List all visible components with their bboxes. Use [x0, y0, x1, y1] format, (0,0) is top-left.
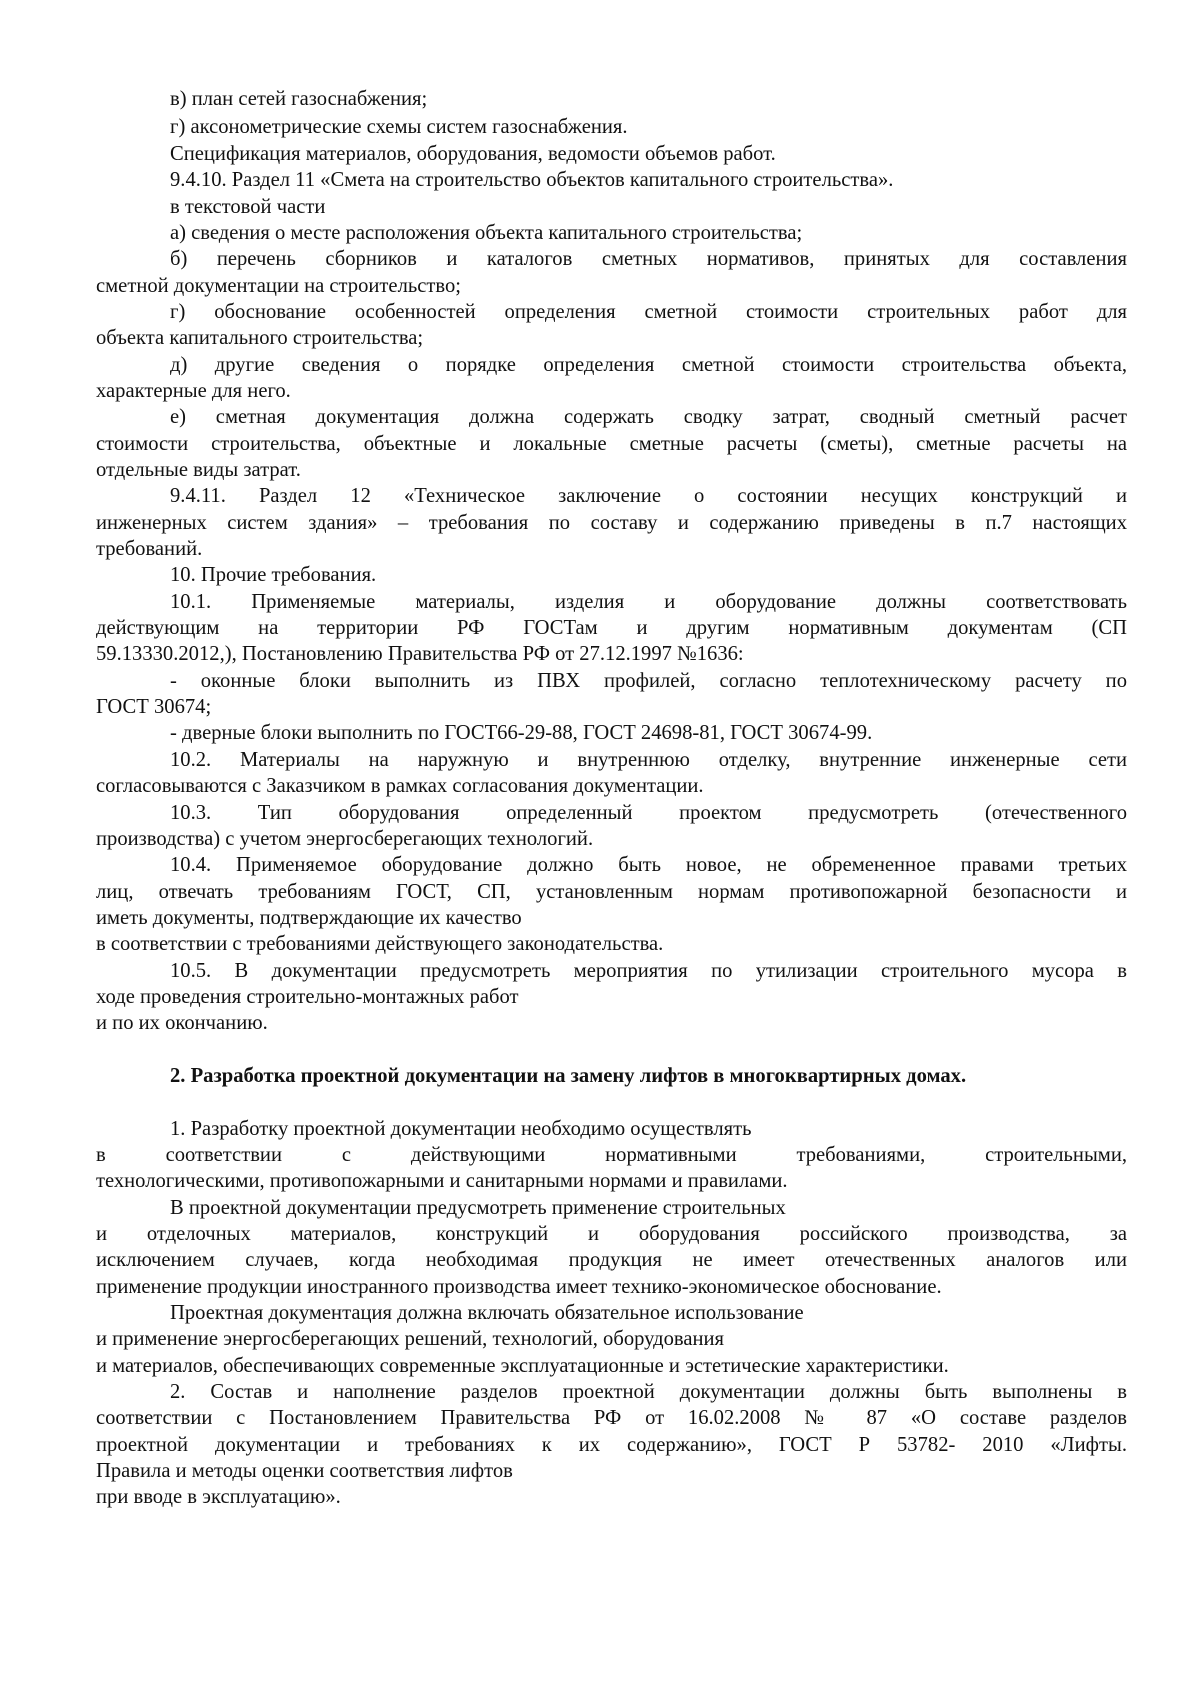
text-line: ГОСТ 30674; — [96, 696, 212, 718]
text-line: применение продукции иностранного производства имеет технико-экономическое обоснование. — [96, 1276, 942, 1298]
text-line: В проектной документации предусмотреть применение строительных — [170, 1197, 786, 1219]
text-line: в соответствии с действующими нормативными требованиями, строительными, — [96, 1144, 1127, 1166]
text-line: 10.4. Применяемое оборудование должно быть новое, не обремененное правами третьих — [170, 854, 1127, 876]
text-line: ходе проведения строительно-монтажных работ — [96, 986, 519, 1008]
text-line: 9.4.10. Раздел 11 «Смета на строительство объектов капитального строительства». — [170, 169, 894, 191]
text-line: 10. Прочие требования. — [170, 564, 377, 586]
text-line: стоимости строительства, объектные и локальные сметные расчеты (сметы), сметные расчеты на — [96, 433, 1127, 455]
text-line: характерные для него. — [96, 380, 291, 402]
text-line: е) сметная документация должна содержать сводку затрат, сводный сметный расчет — [170, 406, 1127, 428]
text-line: 10.2. Материалы на наружную и внутреннюю отделку, внутренние инженерные сети — [170, 749, 1127, 771]
text-line: Спецификация материалов, оборудования, ведомости объемов работ. — [170, 143, 776, 165]
text-line: - дверные блоки выполнить по ГОСТ66-29-88, ГОСТ 24698-81, ГОСТ 30674-99. — [170, 722, 873, 744]
text-line: проектной документации и требованиях к их содержанию», ГОСТ Р 53782- 2010 «Лифты. — [96, 1434, 1127, 1456]
text-line: отдельные виды затрат. — [96, 459, 301, 481]
text-line: исключением случаев, когда необходимая продукция не имеет отечественных аналогов или — [96, 1249, 1127, 1271]
text-line: сметной документации на строительство; — [96, 275, 461, 297]
text-line: Правила и методы оценки соответствия лифтов — [96, 1460, 513, 1482]
text-line: производства) с учетом энергосберегающих технологий. — [96, 828, 594, 850]
text-line: 2. Состав и наполнение разделов проектной документации должны быть выполнены в — [170, 1381, 1127, 1403]
text-line: - оконные блоки выполнить из ПВХ профилей, согласно теплотехническому расчету по — [170, 670, 1127, 692]
text-line: 10.3. Тип оборудования определенный проектом предусмотреть (отечественного — [170, 802, 1127, 824]
text-line: б) перечень сборников и каталогов сметных нормативов, принятых для составления — [170, 248, 1127, 270]
text-line: и по их окончанию. — [96, 1012, 268, 1034]
text-line: 10.1. Применяемые материалы, изделия и оборудование должны соответствовать — [170, 591, 1127, 613]
text-line: в текстовой части — [170, 196, 326, 218]
text-line: действующим на территории РФ ГОСТам и другим нормативным документам (СП — [96, 617, 1127, 639]
text-line: иметь документы, подтверждающие их качество — [96, 907, 522, 929]
text-line: г) обоснование особенностей определения сметной стоимости строительных работ для — [170, 301, 1127, 323]
text-line: г) аксонометрические схемы систем газоснабжения. — [170, 116, 628, 138]
text-line: Проектная документация должна включать обязательное использование — [170, 1302, 804, 1324]
text-line: согласовываются с Заказчиком в рамках согласования документации. — [96, 775, 704, 797]
text-line: лиц, отвечать требованиям ГОСТ, СП, установленным нормам противопожарной безопасности и — [96, 881, 1127, 903]
text-line: в) план сетей газоснабжения; — [170, 88, 428, 110]
text-line: а) сведения о месте расположения объекта капитального строительства; — [170, 222, 803, 244]
text-line: технологическими, противопожарными и санитарными нормами и правилами. — [96, 1170, 788, 1192]
text-line: 59.13330.2012,), Постановлению Правительства РФ от 27.12.1997 №1636: — [96, 643, 744, 665]
text-line: объекта капитального строительства; — [96, 327, 424, 349]
text-line: соответствии с Постановлением Правительства РФ от 16.02.2008 № 87 «О составе разделов — [96, 1407, 1127, 1429]
text-line: 1. Разработку проектной документации необходимо осуществлять — [170, 1118, 752, 1140]
text-line: и отделочных материалов, конструкций и оборудования российского производства, за — [96, 1223, 1127, 1245]
text-line: инженерных систем здания» – требования по составу и содержанию приведены в п.7 настоящих — [96, 512, 1127, 534]
text-line: д) другие сведения о порядке определения сметной стоимости строительства объекта, — [170, 354, 1127, 376]
text-line: в соответствии с требованиями действующего законодательства. — [96, 933, 664, 955]
section-heading: 2. Разработка проектной документации на замену лифтов в многоквартирных домах. — [170, 1065, 967, 1087]
text-line: и материалов, обеспечивающих современные эксплуатационные и эстетические характеристики. — [96, 1355, 949, 1377]
text-line: и применение энергосберегающих решений, технологий, оборудования — [96, 1328, 725, 1350]
text-line: 10.5. В документации предусмотреть мероприятия по утилизации строительного мусора в — [170, 960, 1127, 982]
text-line: 9.4.11. Раздел 12 «Техническое заключение о состоянии несущих конструкций и — [170, 485, 1127, 507]
text-line: требований. — [96, 538, 203, 560]
text-line: при вводе в эксплуатацию». — [96, 1486, 341, 1508]
